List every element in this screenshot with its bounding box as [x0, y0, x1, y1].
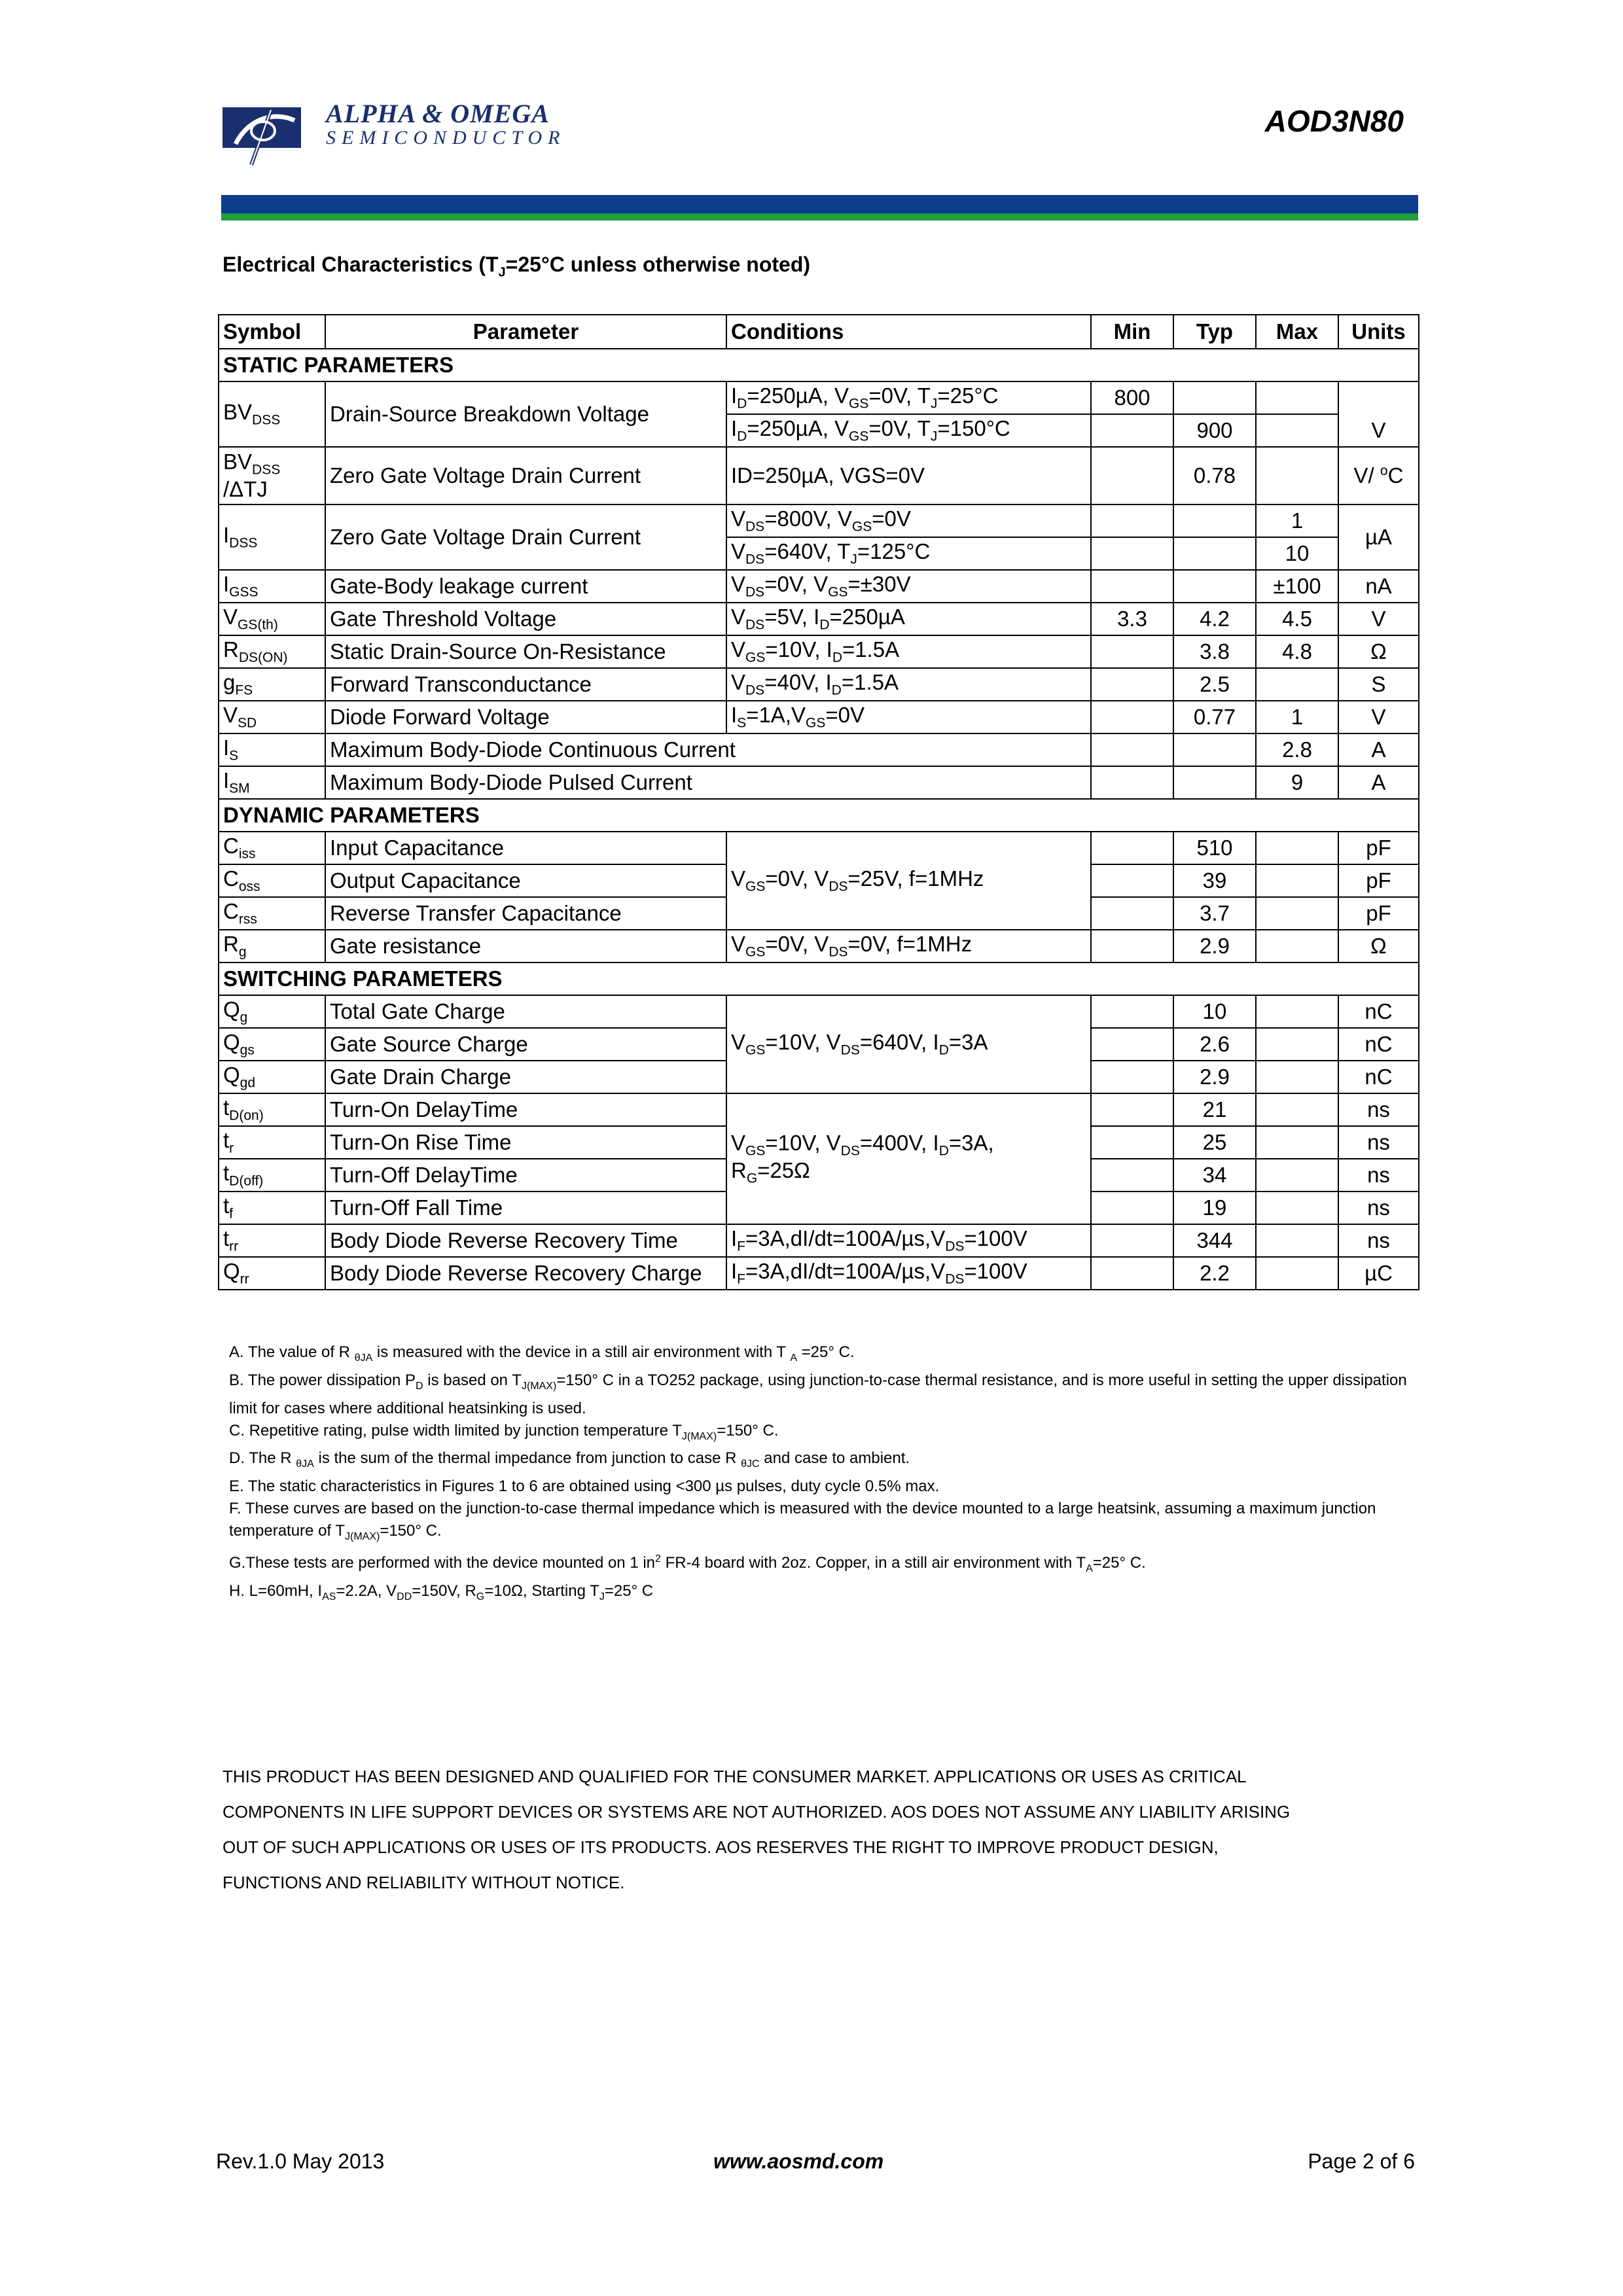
units-cell: pF: [1338, 897, 1419, 930]
table-row: [219, 668, 1419, 701]
typ-cell: [1173, 537, 1256, 570]
section-row: [219, 349, 1419, 381]
footnote: D. The R $_{\theta JA}$ is the sum of the thermal impedance from junction to case R $_{\theta JC}$ and case to ambient.: [229, 1449, 910, 1470]
typ-cell: 19: [1173, 1192, 1256, 1224]
page-number: Page 2 of 6: [1308, 2149, 1415, 2173]
units-cell: S: [1338, 668, 1419, 701]
units-cell: pF: [1338, 864, 1419, 897]
min-cell: [1091, 570, 1173, 603]
symbol-cell: $t_r$: [219, 1126, 325, 1159]
typ-cell: 34: [1173, 1159, 1256, 1192]
disclaimer-line: FUNCTIONS AND RELIABILITY WITHOUT NOTICE.: [223, 1873, 625, 1892]
min-cell: [1091, 1224, 1173, 1257]
symbol-cell: $I_S$: [219, 733, 325, 766]
min-cell: 3.3: [1091, 603, 1173, 635]
units-cell: ns: [1338, 1093, 1419, 1126]
col-header: Typ: [1173, 315, 1256, 349]
max-cell: 1: [1256, 504, 1338, 537]
typ-cell: 0.78: [1173, 447, 1256, 504]
disclaimer-line: OUT OF SUCH APPLICATIONS OR USES OF ITS PRODUCTS. AOS RESERVES THE RIGHT TO IMPROVE PRODUCT DESIGN,: [223, 1837, 1219, 1857]
conditions-cell: $I_F=3A,dI/dt=100A/\mu s,V_{DS}=100V$: [726, 1224, 1091, 1257]
conditions-cell: $I_F=3A,dI/dt=100A/\mu s,V_{DS}=100V$: [726, 1257, 1091, 1290]
max-cell: [1256, 668, 1338, 701]
max-cell: 4.5: [1256, 603, 1338, 635]
max-cell: [1256, 414, 1338, 447]
table-row: [219, 930, 1419, 963]
table-row: [219, 995, 1419, 1028]
typ-cell: 510: [1173, 832, 1256, 864]
typ-cell: [1173, 504, 1256, 537]
symbol-cell: $C_{oss}$: [219, 864, 325, 897]
max-cell: [1256, 1257, 1338, 1290]
units-cell: A: [1338, 766, 1419, 799]
symbol-cell: $C_{rss}$: [219, 897, 325, 930]
conditions-cell: ID=250µA, VGS=0V: [726, 447, 1091, 504]
units-cell: ns: [1338, 1159, 1419, 1192]
symbol-cell: $BV_{DSS}$ /ΔTJ: [219, 447, 325, 504]
col-header: Min: [1091, 315, 1173, 349]
typ-cell: 2.9: [1173, 930, 1256, 963]
website-link[interactable]: www.aosmd.com: [713, 2149, 884, 2173]
disclaimer-line: COMPONENTS IN LIFE SUPPORT DEVICES OR SYSTEMS ARE NOT AUTHORIZED. AOS DOES NOT ASSUME ANY LIABILITY ARISING: [223, 1802, 1291, 1822]
disclaimer: [223, 1759, 1427, 1900]
symbol-cell: $Q_{gs}$: [219, 1028, 325, 1061]
parameter-cell: Body Diode Reverse Recovery Time: [325, 1224, 726, 1257]
units-cell: V/ $^o$C: [1338, 447, 1419, 504]
min-cell: [1091, 1257, 1173, 1290]
units-cell: µA: [1338, 504, 1419, 570]
min-cell: [1091, 1159, 1173, 1192]
conditions-cell: $V_{DS}=5V$, $I_D=250\mu A$: [726, 603, 1091, 635]
footnote: H. L=60mH, $I_{AS}=2.2A$, $V_{DD}=150V$, $R_G=10\Omega$, Starting $T_J=25^\circ$ C: [229, 1581, 654, 1602]
min-cell: [1091, 1061, 1173, 1093]
parameter-cell: Maximum Body-Diode Continuous Current: [325, 733, 1091, 766]
max-cell: [1256, 1061, 1338, 1093]
footnote: A. The value of R $_{\theta JA}$ is measured with the device in a still air environment with T $_A$ =25° C.: [229, 1343, 855, 1364]
part-number: AOD3N80: [1264, 104, 1404, 138]
table-row: [219, 381, 1419, 414]
parameter-cell: Zero Gate Voltage Drain Current: [325, 504, 726, 570]
section-label: SWITCHING PARAMETERS: [219, 963, 1419, 995]
table-row: [219, 766, 1419, 799]
alpha-omega-logo-icon: [223, 105, 313, 168]
parameter-cell: Diode Forward Voltage: [325, 701, 726, 733]
parameter-cell: Turn-Off DelayTime: [325, 1159, 726, 1192]
footnotes: [229, 1341, 1420, 1608]
conditions-cell: $I_S=1A,V_{GS}=0V$: [726, 701, 1091, 733]
conditions-cell: $V_{DS}=40V$, $I_D=1.5A$: [726, 668, 1091, 701]
conditions-cell: $V_{DS}=0V$, $V_{GS}=\pm 30V$: [726, 570, 1091, 603]
section-title: Electrical Characteristics ($T_J=25^\circ C$ unless otherwise noted): [223, 253, 811, 280]
min-cell: [1091, 930, 1173, 963]
col-header: Conditions: [726, 315, 1091, 349]
footnote: B. The power dissipation $P_D$ is based on $T_{J(MAX)}=150^\circ$ C in a TO252 package, using junction-to-case thermal resistance, and is more useful in setting the upper dissipation limit for cases where additional heatsinking is used.: [229, 1371, 1407, 1417]
symbol-cell: $I_{SM}$: [219, 766, 325, 799]
max-cell: 1: [1256, 701, 1338, 733]
table-row: [219, 447, 1419, 504]
typ-cell: [1173, 733, 1256, 766]
units-cell: Ω: [1338, 635, 1419, 668]
conditions-cell: $I_D=250\mu A$, $V_{GS}=0V$, $T_J=150^\circ C$: [726, 414, 1091, 447]
typ-cell: 2.2: [1173, 1257, 1256, 1290]
table-row: [219, 635, 1419, 668]
max-cell: [1256, 1224, 1338, 1257]
col-header: Max: [1256, 315, 1338, 349]
section-row: [219, 799, 1419, 832]
typ-cell: 2.9: [1173, 1061, 1256, 1093]
max-cell: [1256, 447, 1338, 504]
max-cell: ±100: [1256, 570, 1338, 603]
parameter-cell: Gate Source Charge: [325, 1028, 726, 1061]
max-cell: 9: [1256, 766, 1338, 799]
footnote: G.These tests are performed with the device mounted on 1 $in^2$ FR-4 board with 2oz. Copper, in a still air environment with $T_A=25^\circ$ C.: [229, 1553, 1146, 1574]
typ-cell: 900: [1173, 414, 1256, 447]
min-cell: [1091, 832, 1173, 864]
max-cell: 4.8: [1256, 635, 1338, 668]
table-row: [219, 504, 1419, 537]
parameter-cell: Reverse Transfer Capacitance: [325, 897, 726, 930]
header-bar-blue: [221, 195, 1418, 213]
min-cell: [1091, 733, 1173, 766]
typ-cell: 3.7: [1173, 897, 1256, 930]
conditions-cell: $V_{DS}=800V$, $V_{GS}=0V$: [726, 504, 1091, 537]
parameter-cell: Turn-Off Fall Time: [325, 1192, 726, 1224]
parameter-cell: Maximum Body-Diode Pulsed Current: [325, 766, 1091, 799]
parameter-cell: Turn-On DelayTime: [325, 1093, 726, 1126]
conditions-cell: $V_{GS}=10V$, $V_{DS}=400V$, $I_D=3A$, $R_G=25\Omega$: [726, 1093, 1091, 1224]
symbol-cell: $V_{GS(th)}$: [219, 603, 325, 635]
units-cell: Ω: [1338, 930, 1419, 963]
footnote: F. These curves are based on the junction-to-case thermal impedance which is measured with the device mounted to a large heatsink, assuming a maximum junction temperature of $T_{J(MAX)}=150^\circ$ C.: [229, 1500, 1376, 1542]
min-cell: [1091, 1093, 1173, 1126]
conditions-cell: $V_{GS}=0V$, $V_{DS}=25V$, f=1MHz: [726, 832, 1091, 930]
section-label: STATIC PARAMETERS: [219, 349, 1419, 381]
typ-cell: [1173, 381, 1256, 414]
symbol-cell: $g_{FS}$: [219, 668, 325, 701]
min-cell: [1091, 537, 1173, 570]
min-cell: [1091, 504, 1173, 537]
max-cell: [1256, 1028, 1338, 1061]
parameter-cell: Output Capacitance: [325, 864, 726, 897]
max-cell: [1256, 832, 1338, 864]
typ-cell: 25: [1173, 1126, 1256, 1159]
conditions-cell: $V_{GS}=10V$, $V_{DS}=640V$, $I_D=3A$: [726, 995, 1091, 1093]
parameter-cell: Turn-On Rise Time: [325, 1126, 726, 1159]
parameter-cell: Forward Transconductance: [325, 668, 726, 701]
typ-cell: 39: [1173, 864, 1256, 897]
parameter-cell: Body Diode Reverse Recovery Charge: [325, 1257, 726, 1290]
min-cell: [1091, 668, 1173, 701]
symbol-cell: $Q_{rr}$: [219, 1257, 325, 1290]
footnote: E. The static characteristics in Figures 1 to 6 are obtained using <300 µs pulses, duty cycle 0.5% max.: [229, 1477, 940, 1496]
typ-cell: 344: [1173, 1224, 1256, 1257]
table-row: [219, 733, 1419, 766]
units-cell: V: [1338, 603, 1419, 635]
typ-cell: [1173, 766, 1256, 799]
conditions-cell: $V_{GS}=0V$, $V_{DS}=0V$, f=1MHz: [726, 930, 1091, 963]
table-row: [219, 1093, 1419, 1126]
symbol-cell: $Q_g$: [219, 995, 325, 1028]
parameter-cell: Total Gate Charge: [325, 995, 726, 1028]
symbol-cell: $R_{DS(ON)}$: [219, 635, 325, 668]
symbol-cell: $I_{DSS}$: [219, 504, 325, 570]
electrical-characteristics-table: [218, 314, 1419, 1290]
units-cell: ns: [1338, 1126, 1419, 1159]
units-cell: nA: [1338, 570, 1419, 603]
section-row: [219, 963, 1419, 995]
parameter-cell: Static Drain-Source On-Resistance: [325, 635, 726, 668]
min-cell: [1091, 897, 1173, 930]
typ-cell: 2.5: [1173, 668, 1256, 701]
footnote: C. Repetitive rating, pulse width limited by junction temperature $T_{J(MAX)}=150^\circ$ C.: [229, 1421, 779, 1442]
min-cell: [1091, 995, 1173, 1028]
min-cell: [1091, 1126, 1173, 1159]
table-row: [219, 1257, 1419, 1290]
max-cell: [1256, 1192, 1338, 1224]
min-cell: [1091, 1028, 1173, 1061]
symbol-cell: $t_{D(off)}$: [219, 1159, 325, 1192]
min-cell: [1091, 766, 1173, 799]
symbol-cell: $R_g$: [219, 930, 325, 963]
max-cell: [1256, 1126, 1338, 1159]
header-bar-green: [221, 213, 1418, 221]
typ-cell: [1173, 570, 1256, 603]
max-cell: [1256, 995, 1338, 1028]
symbol-cell: $I_{GSS}$: [219, 570, 325, 603]
parameter-cell: Gate-Body leakage current: [325, 570, 726, 603]
units-cell: V: [1338, 701, 1419, 733]
min-cell: [1091, 447, 1173, 504]
max-cell: [1256, 897, 1338, 930]
min-cell: [1091, 864, 1173, 897]
typ-cell: 4.2: [1173, 603, 1256, 635]
symbol-cell: $t_{D(on)}$: [219, 1093, 325, 1126]
symbol-cell: $C_{iss}$: [219, 832, 325, 864]
table-row: [219, 1224, 1419, 1257]
disclaimer-line: THIS PRODUCT HAS BEEN DESIGNED AND QUALIFIED FOR THE CONSUMER MARKET. APPLICATIONS OR USES AS CRITICAL: [223, 1767, 1247, 1786]
parameter-cell: Gate Threshold Voltage: [325, 603, 726, 635]
symbol-cell: $t_{rr}$: [219, 1224, 325, 1257]
table-row: [219, 701, 1419, 733]
table-header-row: [219, 315, 1419, 349]
company-subtitle: SEMICONDUCTOR: [326, 127, 566, 149]
parameter-cell: Gate resistance: [325, 930, 726, 963]
typ-cell: 3.8: [1173, 635, 1256, 668]
units-cell: A: [1338, 733, 1419, 766]
units-cell: V: [1338, 381, 1419, 447]
col-header: Parameter: [325, 315, 726, 349]
conditions-cell: $I_D=250\mu A$, $V_{GS}=0V$, $T_J=25^\circ C$: [726, 381, 1091, 414]
col-header: Symbol: [219, 315, 325, 349]
table-row: [219, 570, 1419, 603]
typ-cell: 2.6: [1173, 1028, 1256, 1061]
table-row: [219, 832, 1419, 864]
section-label: DYNAMIC PARAMETERS: [219, 799, 1419, 832]
typ-cell: 10: [1173, 995, 1256, 1028]
max-cell: [1256, 1159, 1338, 1192]
max-cell: [1256, 930, 1338, 963]
units-cell: nC: [1338, 1028, 1419, 1061]
typ-cell: 21: [1173, 1093, 1256, 1126]
units-cell: nC: [1338, 995, 1419, 1028]
conditions-cell: $V_{DS}=640V$, $T_J=125^\circ C$: [726, 537, 1091, 570]
max-cell: 2.8: [1256, 733, 1338, 766]
col-header: Units: [1338, 315, 1419, 349]
units-cell: pF: [1338, 832, 1419, 864]
min-cell: 800: [1091, 381, 1173, 414]
symbol-cell: $t_f$: [219, 1192, 325, 1224]
max-cell: 10: [1256, 537, 1338, 570]
table-row: [219, 603, 1419, 635]
units-cell: µC: [1338, 1257, 1419, 1290]
max-cell: [1256, 1093, 1338, 1126]
parameter-cell: Zero Gate Voltage Drain Current: [325, 447, 726, 504]
revision-label: Rev.1.0 May 2013: [216, 2149, 385, 2173]
max-cell: [1256, 864, 1338, 897]
parameter-cell: Input Capacitance: [325, 832, 726, 864]
parameter-cell: Drain-Source Breakdown Voltage: [325, 381, 726, 447]
conditions-cell: $V_{GS}=10V$, $I_D=1.5A$: [726, 635, 1091, 668]
min-cell: [1091, 414, 1173, 447]
units-cell: ns: [1338, 1192, 1419, 1224]
company-name: ALPHA & OMEGA: [326, 99, 550, 128]
units-cell: ns: [1338, 1224, 1419, 1257]
units-cell: nC: [1338, 1061, 1419, 1093]
symbol-cell: $BV_{DSS}$: [219, 381, 325, 447]
symbol-cell: $V_{SD}$: [219, 701, 325, 733]
typ-cell: 0.77: [1173, 701, 1256, 733]
max-cell: [1256, 381, 1338, 414]
min-cell: [1091, 1192, 1173, 1224]
symbol-cell: $Q_{gd}$: [219, 1061, 325, 1093]
parameter-cell: Gate Drain Charge: [325, 1061, 726, 1093]
min-cell: [1091, 635, 1173, 668]
min-cell: [1091, 701, 1173, 733]
